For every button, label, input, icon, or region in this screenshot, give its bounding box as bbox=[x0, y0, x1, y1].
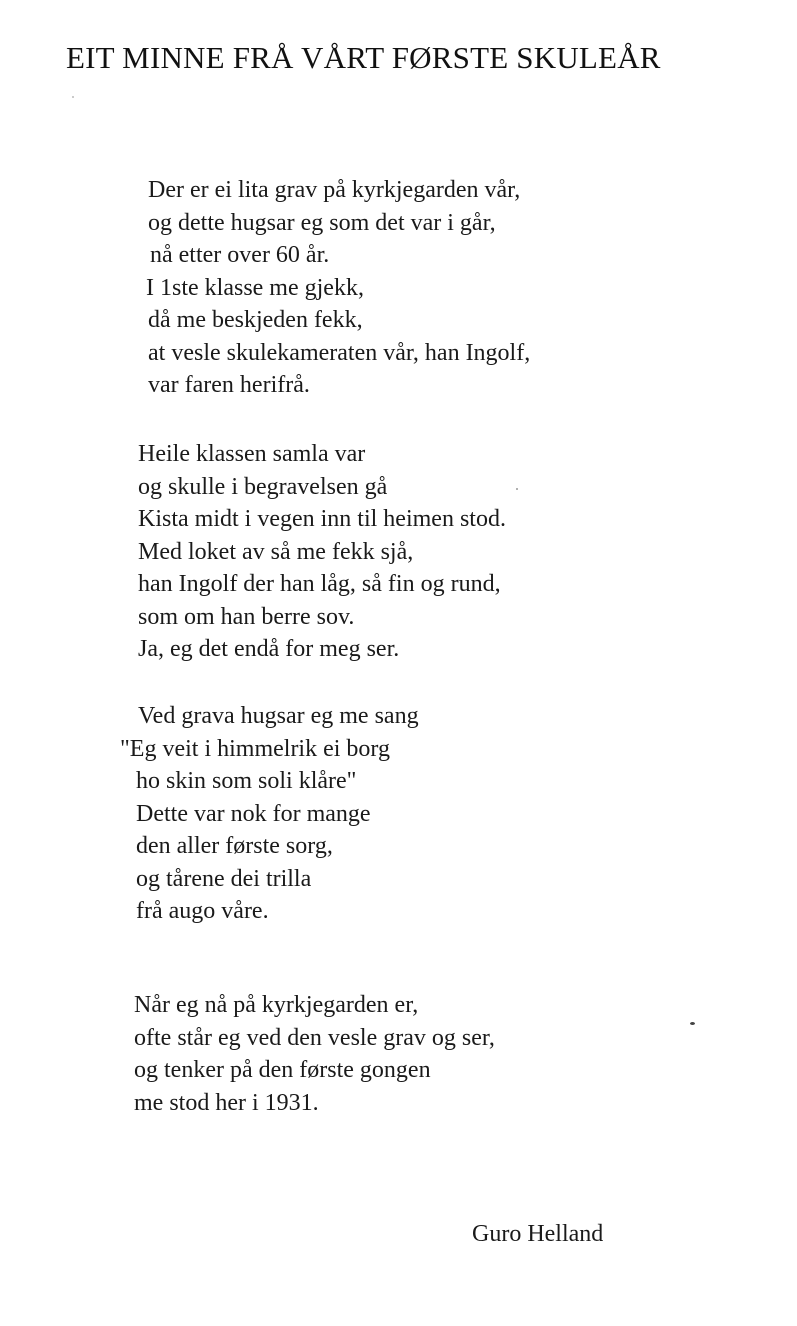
poem-line: ofte står eg ved den vesle grav og ser, bbox=[134, 1024, 495, 1051]
poem-line: Ja, eg det endå for meg ser. bbox=[138, 636, 400, 662]
poem-line: Der er ei lita grav på kyrkjegarden vår, bbox=[148, 177, 521, 203]
poem-line: og skulle i begravelsen gå bbox=[138, 473, 388, 500]
stanza-1 bbox=[148, 174, 530, 402]
poem-line: at vesle skulekameraten vår, han Ingolf, bbox=[148, 339, 531, 366]
scan-speck bbox=[690, 1022, 695, 1025]
poem-line: han Ingolf der han låg, så fin og rund, bbox=[138, 571, 501, 597]
poem-line: "Eg veit i himmelrik ei borg bbox=[120, 735, 390, 762]
scan-speck bbox=[72, 96, 74, 98]
poem-line: Dette var nok for mange bbox=[136, 800, 371, 827]
poem-line: og dette hugsar eg som det var i går, bbox=[148, 209, 496, 236]
poem-line: då me beskjeden fekk, bbox=[148, 307, 363, 333]
poem-title: EIT MINNE FRÅ VÅRT FØRSTE SKULEÅR bbox=[66, 40, 661, 75]
stanza-3 bbox=[120, 700, 419, 928]
author-signature: Guro Helland bbox=[472, 1221, 604, 1247]
stanza-2 bbox=[138, 438, 506, 666]
poem-line: og tårene dei trilla bbox=[136, 865, 312, 892]
poem-line: me stod her i 1931. bbox=[134, 1089, 319, 1116]
poem-line: frå augo våre. bbox=[136, 898, 269, 924]
poem-line: ho skin som soli klåre" bbox=[136, 768, 357, 794]
poem-line: den aller første sorg, bbox=[136, 833, 333, 859]
poem-line: Heile klassen samla var bbox=[138, 441, 366, 467]
poem-line: og tenker på den første gongen bbox=[134, 1057, 431, 1083]
poem-line: som om han berre sov. bbox=[138, 603, 355, 630]
stanza-4 bbox=[134, 989, 495, 1119]
poem-line: nå etter over 60 år. bbox=[150, 242, 330, 268]
scan-speck bbox=[516, 488, 518, 490]
poem-line: Med loket av så me fekk sjå, bbox=[138, 538, 414, 565]
poem-line: var faren herifrå. bbox=[148, 372, 310, 398]
poem-line: Ved grava hugsar eg me sang bbox=[138, 703, 419, 729]
poem-line: Kista midt i vegen inn til heimen stod. bbox=[138, 506, 506, 532]
poem-line: Når eg nå på kyrkjegarden er, bbox=[134, 992, 419, 1018]
poem-line: I 1ste klasse me gjekk, bbox=[146, 274, 364, 301]
